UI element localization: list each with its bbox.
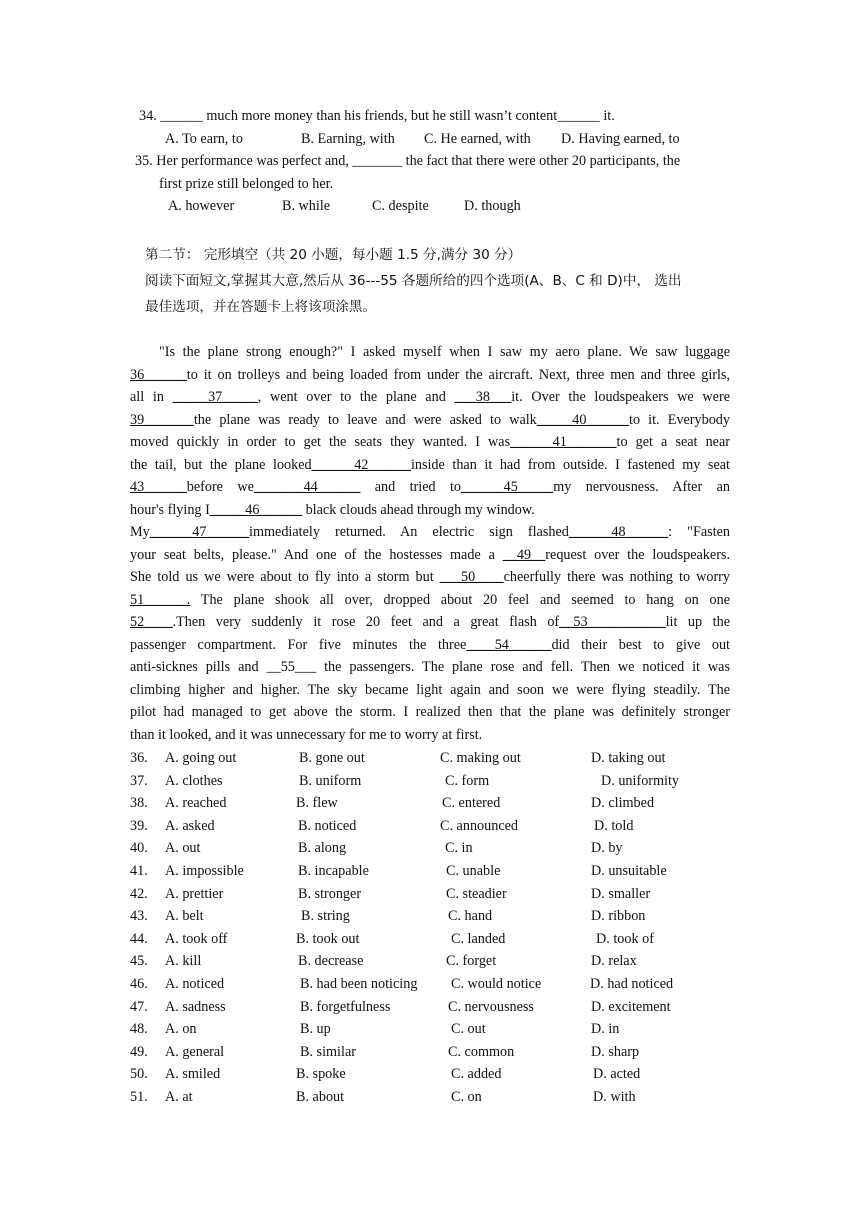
option-b[interactable]: B. decrease [298, 953, 364, 970]
q34-option-d: D. Having earned, to [561, 131, 680, 147]
passage-line [130, 455, 730, 475]
passage-text: .Then very suddenly it rose 20 feet and a great flash of [172, 614, 560, 630]
option-b[interactable]: B. string [301, 908, 350, 925]
option-d[interactable]: D. climbed [591, 795, 655, 812]
passage-text: moved quickly in order to get the seats they wanted. I was [130, 434, 511, 450]
option-c[interactable]: C. out [451, 1021, 486, 1038]
passage-text: the plane was ready to leave and were asked to walk [193, 412, 537, 428]
passage-text: lit up the [665, 614, 730, 630]
question-number: 39. [130, 817, 148, 834]
option-a[interactable]: A. clothes [165, 772, 223, 789]
option-d[interactable]: D. took of [596, 930, 654, 947]
blank-39: 39_______ [130, 412, 194, 428]
question-number: 51. [130, 1089, 148, 1105]
option-c[interactable]: C. unable [446, 863, 501, 879]
option-b[interactable]: B. incapable [298, 863, 369, 879]
q34-option-a: A. To earn, to [165, 131, 243, 147]
blank-41: ______41_______ [510, 434, 617, 450]
q34-option-c: C. He earned, with [424, 131, 531, 147]
blank-37: _____37_____ [172, 389, 258, 405]
passage-line [130, 410, 730, 430]
q35-option-b: B. while [282, 198, 331, 214]
option-c[interactable]: C. announced [440, 817, 519, 834]
question-number: 50. [130, 1066, 148, 1083]
q34-option-b: B. Earning, with [301, 131, 395, 147]
option-c[interactable]: C. on [451, 1089, 482, 1105]
option-b[interactable]: B. up [300, 1021, 331, 1038]
q35-option-d: D. though [464, 198, 521, 214]
passage-text: the tail, but the plane looked [130, 457, 312, 473]
passage-text: did their best to give out [551, 637, 731, 653]
option-d[interactable]: D. relax [591, 953, 637, 970]
passage-line [130, 477, 730, 497]
option-c[interactable]: C. making out [440, 750, 521, 766]
option-a[interactable]: A. going out [165, 750, 237, 766]
passage-text: request over the loudspeakers. [545, 547, 730, 563]
passage-text: passenger compartment. For five minutes the three [130, 637, 467, 653]
option-c[interactable]: C. entered [442, 795, 501, 812]
option-b[interactable]: B. along [298, 840, 347, 857]
question-number: 46. [130, 976, 148, 992]
option-d[interactable]: D. told [594, 817, 634, 834]
question-number: 42. [130, 885, 148, 902]
passage-text: black clouds ahead through my window. [302, 502, 535, 518]
question-number: 44. [130, 930, 148, 947]
option-a[interactable]: A. at [165, 1089, 193, 1105]
blank-40: _____40______ [536, 412, 629, 428]
question-number: 49. [130, 1043, 148, 1060]
question-number: 36. [130, 750, 148, 766]
option-b[interactable]: B. flew [296, 795, 338, 812]
question-number: 47. [130, 998, 148, 1015]
passage-line: "Is the plane strong enough?" I asked myself when I saw my aero plane. We saw luggage [159, 344, 730, 360]
option-d[interactable]: D. taking out [591, 750, 666, 766]
option-d[interactable]: D. had noticed [590, 976, 674, 992]
question-number: 48. [130, 1021, 148, 1038]
option-d[interactable]: D. uniformity [601, 772, 680, 789]
blank-43: 43______ [130, 479, 187, 495]
option-d[interactable]: D. in [591, 1021, 620, 1038]
option-a[interactable]: A. took off [165, 930, 228, 947]
section-instructions-cont: 最佳选项，并在答题卡上将该项涂黑。 [145, 299, 377, 315]
question-34-stem: 34. ______ much more money than his friends, but he still wasn’t content______ it. [139, 108, 615, 124]
passage-text: it. Over the loudspeakers we were [511, 389, 730, 405]
passage-text: my nervousness. After an [553, 479, 730, 495]
passage-line: climbing higher and higher. The sky became light again and soon we were flying steadily. The [130, 682, 730, 698]
option-b[interactable]: B. spoke [296, 1066, 346, 1083]
option-b[interactable]: B. forgetfulness [300, 998, 391, 1015]
passage-text: all in [130, 389, 173, 405]
option-b[interactable]: B. had been noticing [300, 976, 418, 992]
passage-line [130, 567, 730, 587]
option-c[interactable]: C. landed [451, 930, 506, 947]
passage-text: your seat belts, please." And one of the hostesses made a [130, 547, 503, 563]
option-a[interactable]: A. kill [165, 953, 202, 970]
option-d[interactable]: D. by [591, 840, 623, 857]
option-b[interactable]: B. similar [300, 1043, 356, 1060]
option-a[interactable]: A. belt [165, 908, 204, 925]
option-b[interactable]: B. stronger [298, 885, 362, 902]
passage-text: She told us we were about to fly into a storm but [130, 569, 440, 585]
passage-text: : "Fasten [668, 524, 730, 540]
option-d[interactable]: D. unsuitable [591, 863, 667, 879]
passage-line [130, 635, 730, 655]
option-c[interactable]: C. nervousness [448, 998, 534, 1015]
passage-line [130, 387, 730, 407]
question-number: 41. [130, 863, 148, 879]
passage-text: My [130, 524, 150, 540]
passage-text: to it on trolleys and being loaded from under the aircraft. Next, three men and three girls, [186, 367, 730, 383]
q35-option-c: C. despite [372, 198, 429, 214]
passage-text: inside than it had from outside. I fastened my seat [410, 457, 730, 473]
blank-44: _______44______ [253, 479, 361, 495]
passage-line [130, 590, 730, 610]
passage-text: to it. Everybody [629, 412, 730, 428]
blank-51: 51______. [130, 592, 191, 608]
blank-45: ______45_____ [461, 479, 554, 495]
blank-50: ___50____ [439, 569, 504, 585]
q35-option-a: A. however [168, 198, 235, 214]
blank-54: ____54______ [466, 637, 552, 653]
blank-46: _____46______ [209, 502, 303, 518]
section-heading: 第二节： 完形填空（共 20 小题，每小题 1.5 分,满分 30 分） [145, 247, 522, 263]
question-35-stem: 35. Her performance was perfect and, _______ the fact that there were other 20 participants, the [135, 153, 681, 169]
passage-line [130, 500, 730, 520]
passage-text: and tried to [360, 479, 462, 495]
passage-line [130, 545, 730, 565]
blank-36: 36______ [130, 367, 187, 383]
option-b[interactable]: B. uniform [299, 772, 362, 789]
passage-line [130, 612, 730, 632]
passage-line [130, 365, 730, 385]
blank-48: ______48______ [568, 524, 669, 540]
option-c[interactable]: C. in [445, 840, 473, 857]
option-a[interactable]: A. smiled [165, 1066, 221, 1083]
passage-text: The plane shook all over, dropped about 20 feel and seemed to hang on one [190, 592, 730, 608]
option-c[interactable]: C. hand [448, 908, 493, 925]
option-b[interactable]: B. noticed [298, 817, 357, 834]
passage-text: to get a seat near [616, 434, 730, 450]
option-c[interactable]: C. steadier [446, 885, 507, 902]
option-a[interactable]: A. out [165, 840, 201, 857]
blank-52: 52____ [130, 614, 173, 630]
option-b[interactable]: B. took out [296, 930, 360, 947]
option-d[interactable]: D. acted [593, 1066, 641, 1083]
blank-47: ______47______ [149, 524, 250, 540]
question-number: 38. [130, 795, 148, 812]
option-c[interactable]: C. added [451, 1066, 502, 1083]
option-a[interactable]: A. on [165, 1021, 197, 1038]
option-a[interactable]: A. asked [165, 817, 215, 834]
option-b[interactable]: B. gone out [299, 750, 365, 766]
question-number: 45. [130, 953, 148, 970]
option-a[interactable]: A. general [165, 1043, 225, 1060]
option-a[interactable]: A. reached [165, 795, 227, 812]
option-d[interactable]: D. with [593, 1089, 636, 1105]
option-b[interactable]: B. about [296, 1089, 345, 1105]
passage-text: cheerfully there was nothing to worry [503, 569, 730, 585]
option-d[interactable]: D. sharp [591, 1043, 640, 1060]
blank-53: __53___________ [559, 614, 666, 630]
passage-line [130, 432, 730, 452]
option-d[interactable]: D. excitement [591, 998, 671, 1015]
question-number: 40. [130, 840, 148, 857]
option-a[interactable]: A. impossible [165, 863, 244, 879]
option-c[interactable]: C. common [448, 1043, 515, 1060]
question-number: 37. [130, 772, 148, 789]
blank-49: __49__ [502, 547, 546, 563]
option-a[interactable]: A. prettier [165, 885, 224, 902]
passage-text: , went over to the plane and [257, 389, 455, 405]
passage-text: immediately returned. An electric sign flashed [249, 524, 569, 540]
option-c[interactable]: C. would notice [451, 976, 542, 992]
option-d[interactable]: D. smaller [591, 885, 651, 902]
question-35-stem-cont: first prize still belonged to her. [159, 176, 334, 192]
option-c[interactable]: C. forget [446, 953, 497, 970]
option-a[interactable]: A. noticed [165, 976, 225, 992]
question-number: 43. [130, 908, 148, 925]
option-a[interactable]: A. sadness [165, 998, 226, 1015]
option-d[interactable]: D. ribbon [591, 908, 646, 925]
option-c[interactable]: C. form [445, 772, 490, 789]
passage-line: anti-sicknes pills and __55___ the passengers. The plane rose and fell. Then we noticed it was [130, 659, 730, 675]
passage-text: before we [186, 479, 254, 495]
blank-42: ______42______ [311, 457, 411, 473]
passage-line: than it looked, and it was unnecessary for me to worry at first. [130, 727, 483, 743]
blank-38: ___38___ [454, 389, 512, 405]
passage-line: pilot had managed to get above the storm. I realized then that the plane was definitely stronger [130, 704, 730, 720]
passage-line [130, 522, 730, 542]
passage-text: hour's flying I [130, 502, 210, 518]
section-instructions: 阅读下面短文,掌握其大意,然后从 36---55 各题所给的四个选项(A、B、C 和 D)中， 选出 [145, 273, 682, 289]
